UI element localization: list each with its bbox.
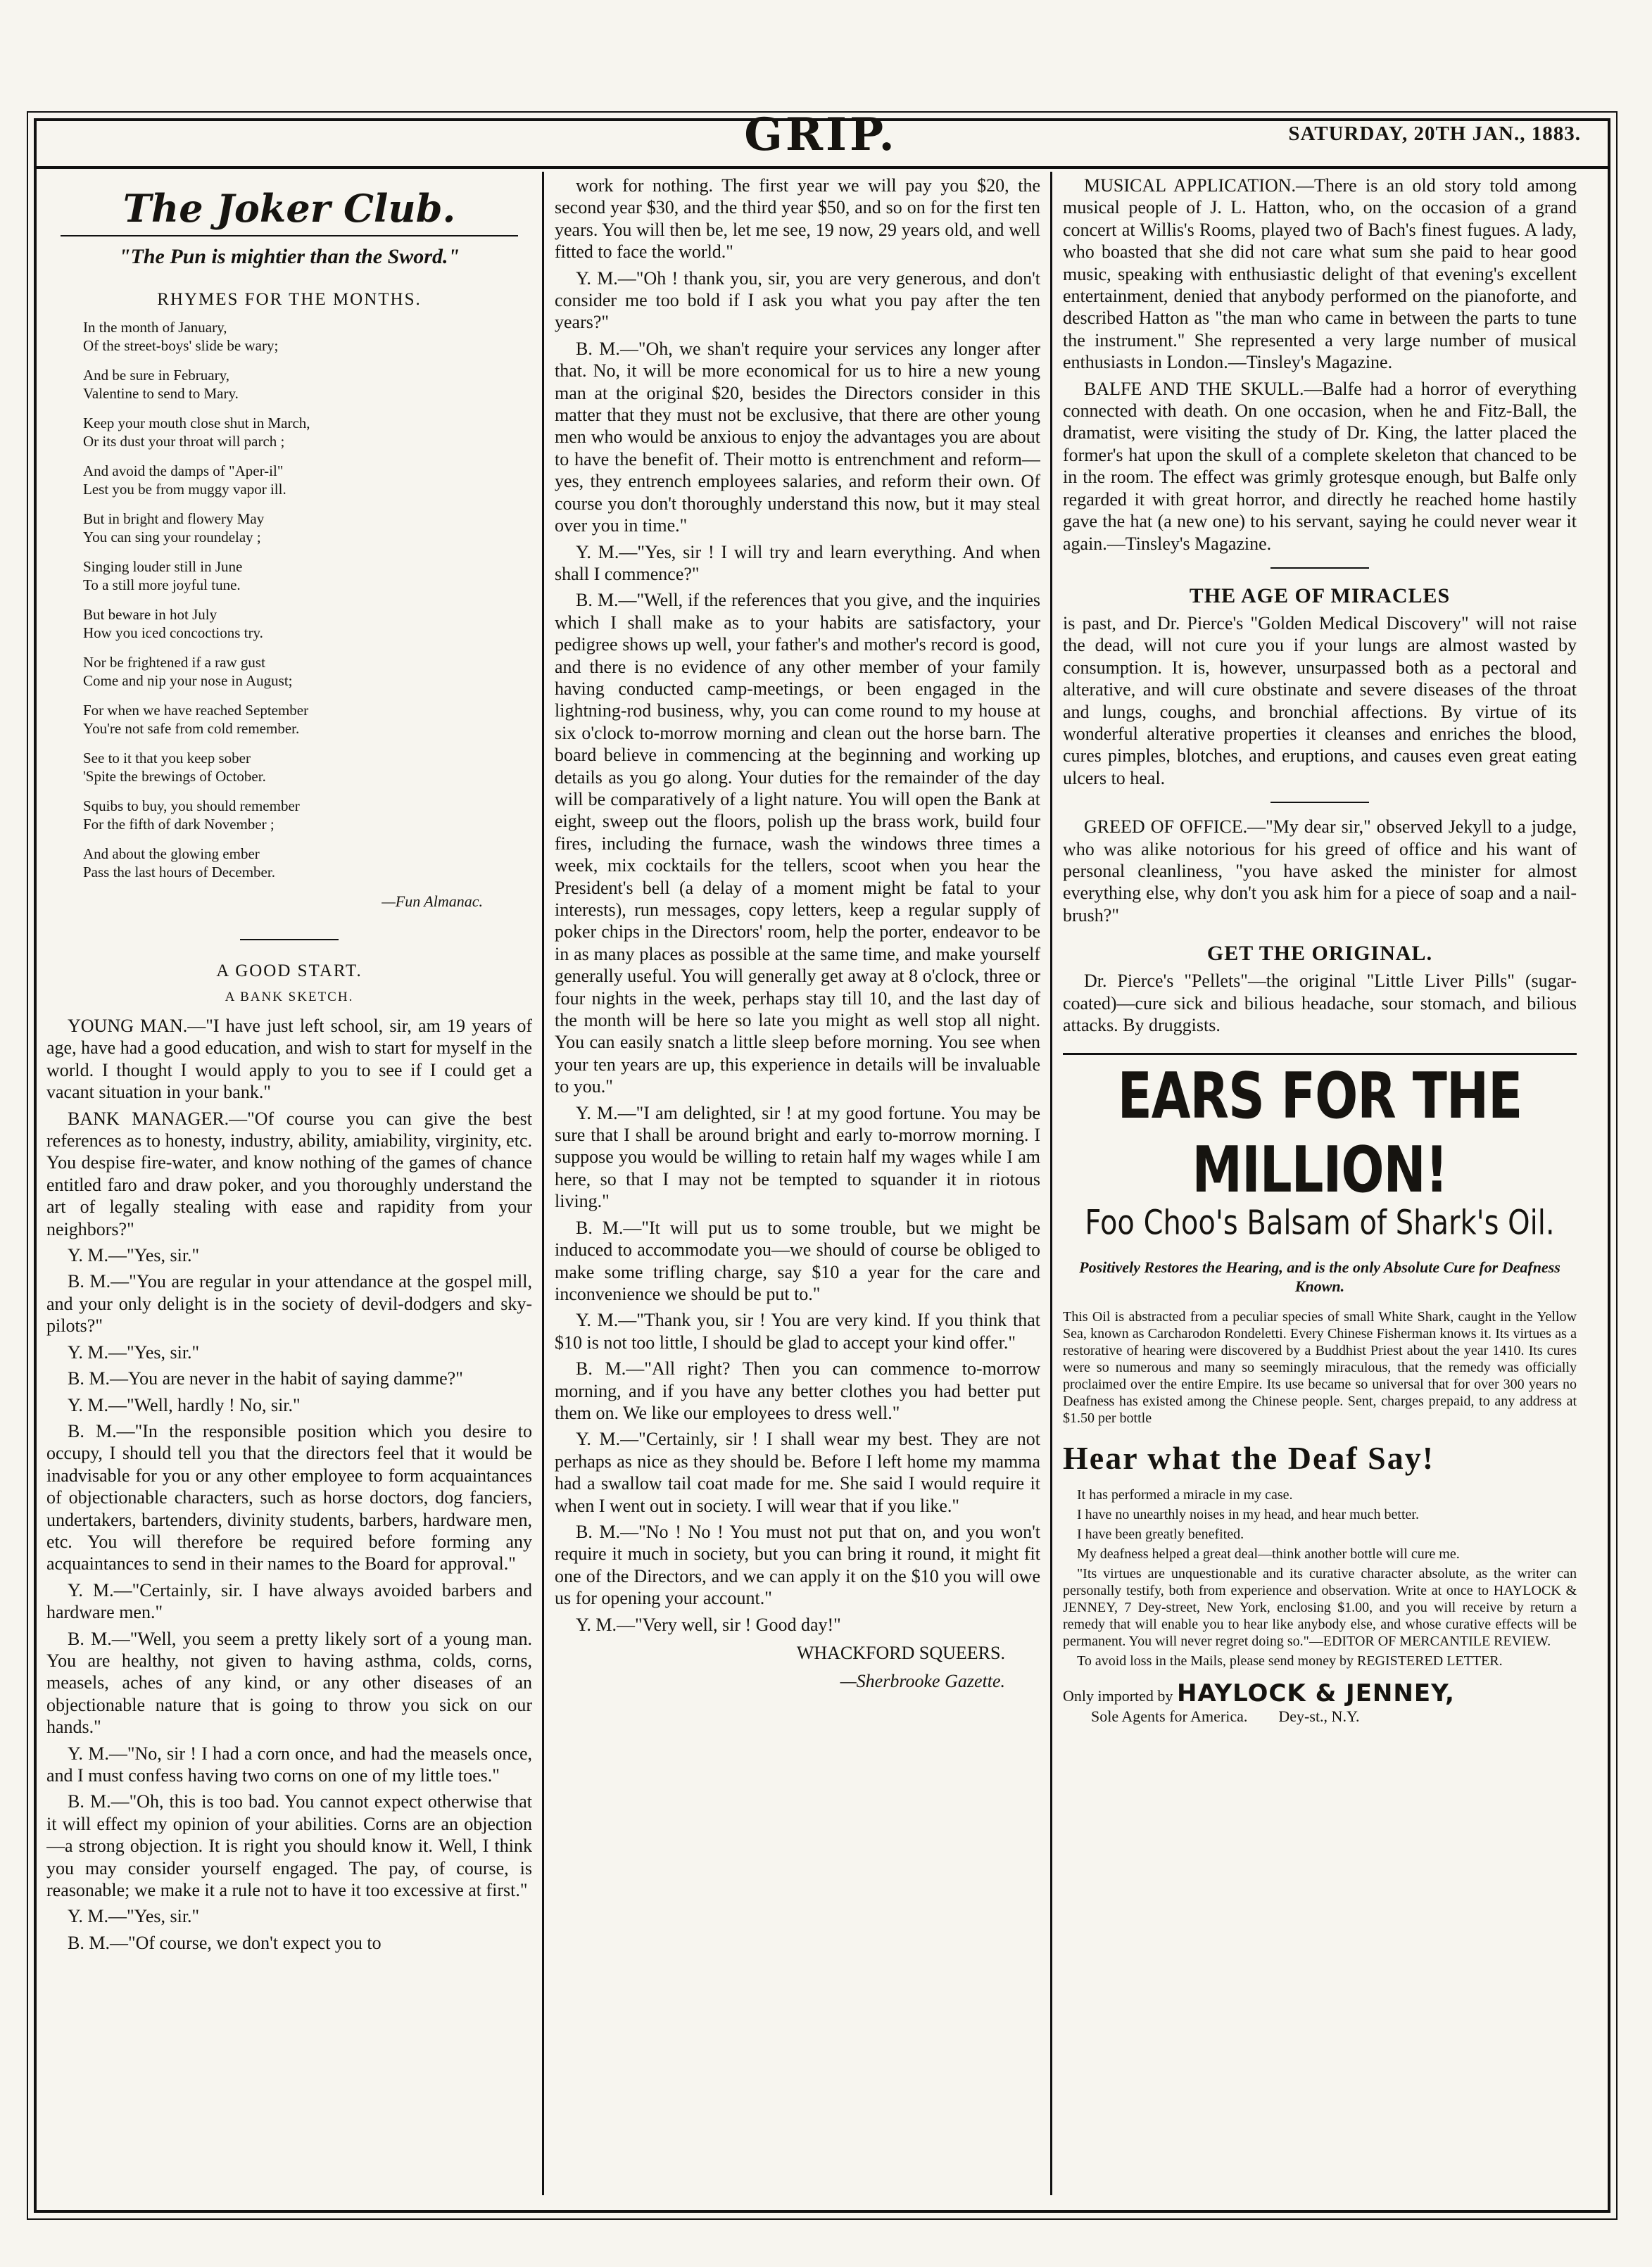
column-rule [542, 172, 544, 2195]
story-paragraph: B. M.—"Oh, this is too bad. You cannot expect otherwise that it will effect my opinion of your abilities. Corns are an objection—a strong objection. It is right you should know it. Well, I think you may consider yourself engaged. The pay, of course, is reasonable; we make it a rule not to have it too excessive at first." [46, 1791, 532, 1901]
story-paragraph: BANK MANAGER.—"Of course you can give the best references as to honesty, industry, ability, amiability, virginity, etc. You despise fire-water, and know nothing of the games of chance entitled faro and draw poker, and you thoroughly understand the art of legally stealing with ease and rapidity from your neighbors?" [46, 1108, 532, 1239]
good-start-title: A GOOD START. [216, 961, 362, 980]
story-paragraph: Y. M.—"Yes, sir." [68, 1341, 200, 1363]
joker-club-motto: "The Pun is mightier than the Sword." [61, 235, 518, 269]
poem-stanza [83, 462, 532, 498]
poem-line: Keep your mouth close shut in March, [83, 415, 310, 431]
column-rule [1050, 172, 1052, 2195]
column-2 [555, 175, 1040, 2187]
story-paragraph: B. M.—You are never in the habit of saying damme?" [68, 1368, 463, 1389]
poem-stanza [83, 510, 532, 546]
issue-date: SATURDAY, 20TH JAN., 1883. [1288, 122, 1581, 145]
story-paragraph: B. M.—"No ! No ! You must not put that on, and you won't require it much in society, but you can bring it round, it might fit one of the Directors, and we can apply it on the $10 you will owe us for opening your account." [555, 1521, 1040, 1609]
poem-stanza [83, 414, 532, 450]
poem-line: Squibs to buy, you should remember [83, 797, 300, 814]
story-paragraph: Y. M.—"I am delighted, sir ! at my good fortune. You may be sure that I shall be around bright and early to-morrow morning. I suppose you would be willing to retain half my wages while I am here, so that I may not be tempted to squander it in riotous living." [555, 1102, 1040, 1212]
divider [1270, 802, 1369, 803]
ears-ad-body: This Oil is abstracted from a peculiar species of small White Shark, caught in the Yellow Sea, known as Carcharodon Rondeletti. Every Chinese Fisherman knows it. Its virtues as a restorative of hearing were discovered by a Buddhist Priest about the year 1410. Its cures were so numerous and many so seemingly miraculous, that the remedy was officially proclaimed over the entire Empire. Its use became so universal that for over 300 years no Deafness has existed among the Chinese people. Sent, charges prepaid, to any address at $1.50 per bottle [1063, 1309, 1577, 1427]
poem-line: Or its dust your throat will parch ; [83, 433, 285, 450]
divider [240, 939, 339, 940]
poem-line: See to it that you keep sober [83, 750, 251, 766]
story-paragraph: work for nothing. The first year we will pay you $20, the second year $30, and the third year $50, and so on for the first ten years. You will then be, let me see, 19 now, 29 years old, and well fitted to face the world." [555, 175, 1040, 263]
story-paragraph: Y. M.—"Thank you, sir ! You are very kind. If you think that $10 is not too little, I should be glad to accept your kind offer." [555, 1310, 1040, 1353]
ears-ad-tagline: Positively Restores the Hearing, and is the only Absolute Cure for Deafness Known. [1079, 1258, 1560, 1296]
poem-line: For the fifth of dark November ; [83, 816, 275, 833]
story-paragraph: B. M.—"All right? Then you can commence to-morrow morning, and if you have any better clothes you had better put them on. We like our employees to dress well." [555, 1358, 1040, 1423]
poem-line: 'Spite the brewings of October. [83, 768, 266, 785]
imported-by-label: Only imported by [1063, 1687, 1173, 1705]
poem-line: Valentine to send to Mary. [83, 385, 239, 402]
joker-club-title: The Joker Club. [122, 186, 456, 231]
imported-by-line [1063, 1679, 1577, 1707]
poem-line: How you iced concoctions try. [83, 624, 263, 641]
poem-stanza [83, 845, 532, 881]
poem-line: Of the street-boys' slide be wary; [83, 337, 279, 354]
poem-line: You can sing your roundelay ; [83, 529, 261, 545]
good-start-text [46, 1015, 532, 1954]
good-start-subtitle: A BANK SKETCH. [225, 990, 354, 1004]
testimonial-line: My deafness helped a great deal—think another bottle will cure me. [1077, 1546, 1460, 1562]
poem-stanza [83, 653, 532, 690]
poem-line: But in bright and flowery May [83, 510, 265, 527]
poem-line: Singing louder still in June [83, 558, 243, 575]
divider [1270, 567, 1369, 569]
poem-stanza [83, 318, 532, 355]
poem-line: In the month of January, [83, 319, 227, 336]
poem-line: And be sure in February, [83, 367, 230, 384]
source-attribution: —Sherbrooke Gazette. [840, 1671, 1005, 1691]
story-paragraph: Y. M.—"Certainly, sir ! I shall wear my best. They are not perhaps as nice as they should be. Before I left home my mamma had a swallow tail coat made for me. She said I would require it when I went out in society. I will wear that if you like." [555, 1429, 1040, 1516]
testimonial-line: I have been greatly benefited. [1077, 1527, 1244, 1543]
story-paragraph: B. M.—"Well, you seem a pretty likely sort of a young man. You are healthy, not given to having asthma, colds, corns, measels, aches of any kind, or any other diseases of an objectionable nature that is going to throw you sick on our hands." [46, 1628, 532, 1738]
agents-line [1063, 1707, 1577, 1726]
newspaper-title: GRIP. [744, 108, 897, 161]
column-1 [46, 175, 532, 2187]
story-paragraph: YOUNG MAN.—"I have just left school, sir, am 19 years of age, have had a good education, and wish to start for myself in the world. I thought I would apply to you to see if I could get a vacant situation in your bank." [46, 1016, 532, 1103]
good-start-continued [555, 175, 1040, 1636]
rhymes-poem [83, 318, 532, 881]
story-paragraph: B. M.—"Of course, we don't expect you to [68, 1932, 382, 1953]
poem-stanza [83, 701, 532, 738]
column-3 [1063, 175, 1577, 2187]
rhymes-attribution: —Fun Almanac. [382, 892, 483, 910]
get-original-text: Dr. Pierce's "Pellets"—the original "Little Liver Pills" (sugar-coated)—cure sick and bilious headache, sour stomach, and bilious attacks. By druggists. [1063, 971, 1577, 1035]
story-paragraph: Y. M.—"Well, hardly ! No, sir." [68, 1394, 301, 1415]
story-paragraph: B. M.—"It will put us to some trouble, but we might be induced to accommodate you—we should of course be obliged to make some trifling charge, say $10 a year for the care and inconvenience we should be put to." [555, 1217, 1040, 1304]
poem-stanza [83, 366, 532, 403]
story-paragraph: Y. M.—"Yes, sir ! I will try and learn everything. And when shall I commence?" [555, 541, 1040, 584]
testimonial-line: "Its virtues are unquestionable and its curative character absolute, as the writer can personally testify, both from experience and observation. Write at once to HAYLOCK & JENNEY, 7 Dey-street, New York, enclosing $1.00, and you will receive by return a remedy that will enable you to hear like anybody else, and whose curative effects will be permanent. You will never regret doing so."—EDITOR OF MERCANTILE REVIEW. [1063, 1566, 1577, 1650]
poem-stanza [83, 605, 532, 642]
poem-line: Pass the last hours of December. [83, 864, 275, 880]
importer-name: HAYLOCK & JENNEY, [1176, 1679, 1455, 1708]
masthead [39, 108, 1602, 162]
story-paragraph: B. M.—"In the responsible position which you desire to occupy, I should tell you that the directors feel that it would be inadvisable for you or any other employee to form acquaintances of objectionable characters, such as horse doctors, dog fanciers, undertakers, bartenders, divinity students, barbers, hardware men, etc. You will therefore be required before forming any acquaintances to send in their names to the Board for approval." [46, 1420, 532, 1574]
agents-label: Sole Agents for America. [1091, 1707, 1248, 1726]
hear-deaf-heading: Hear what the Deaf Say! [1063, 1440, 1435, 1477]
ears-ad-title: EARS FOR THE MILLION! [1117, 1059, 1522, 1207]
testimonial-line: I have no unearthly noises in my head, and hear much better. [1077, 1507, 1419, 1523]
ad-rule [1063, 1053, 1577, 1055]
agents-address: Dey-st., N.Y. [1278, 1707, 1360, 1726]
poem-stanza [83, 797, 532, 833]
story-paragraph: B. M.—"Well, if the references that you give, and the inquiries which I shall make as to your habits are satisfactory, your pedigree shows up well, your father's and mother's record is good, and there is no evidence of any other member of your family having conducted camp-meetings, or been engaged in the lightning-rod business, why, you can come round to my house at six o'clock to-morrow morning and clean out the horse barn. The board believe in commencing at the beginning and working up details as you go along. Your duties for the remainder of the day will be comparatively of a light nature. You will open the Bank at eight, sweep out the floors, polish up the brass work, build four fires, including the furnace, wash the windows three times a week, mix cocktails for the tellers, scoot when you hear the President's bell (a delay of a moment might be fatal to your interests), run messages, copy letters, keep a regular supply of poker chips in the Directors' room, help the porter, endeavor to be in as many places as possible at the same time, and make yourself generally useful. You will generally get away at 8 o'clock, three or four nights in the week, perhaps stay till 10, and the last day of the month will be here so late you might as well stop all night. You can easily snatch a little sleep before morning. You see when your ten years are up, this experience in details will be invaluable to you." [555, 590, 1040, 1097]
masthead-rule [34, 166, 1610, 169]
poem-line: To a still more joyful tune. [83, 576, 241, 593]
story-paragraph: B. M.—"You are regular in your attendance at the gospel mill, and your only delight is in the society of devil-dodgers and sky-pilots?" [46, 1271, 532, 1337]
get-original-heading: GET THE ORIGINAL. [1206, 942, 1433, 966]
story-paragraph: Y. M.—"Certainly, sir. I have always avoided barbers and hardware men." [46, 1579, 532, 1623]
story-paragraph: Y. M.—"No, sir ! I had a corn once, and had the measels once, and I must confess having two corns on one of my little toes." [46, 1743, 532, 1786]
poem-stanza [83, 557, 532, 594]
story-paragraph: Y. M.—"Yes, sir." [68, 1245, 200, 1266]
poem-line: But beware in hot July [83, 606, 217, 623]
story-paragraph: Y. M.—"Very well, sir ! Good day!" [576, 1614, 841, 1635]
poem-line: Lest you be from muggy vapor ill. [83, 481, 286, 498]
age-of-miracles-text: is past, and Dr. Pierce's "Golden Medical Discovery" will not raise the dead, will not cure you if your lungs are almost wasted by consumption. It is, however, unsurpassed both as a pectoral and alterative, and will cure obstinate and severe diseases of the throat and lungs, coughs, and bronchial affections. By virtue of its wonderful alterative properties it cleanses and enriches the blood, cures pimples, blotches, and eruptions, and causes even great eating ulcers to heal. [1063, 612, 1577, 788]
rhymes-title: RHYMES FOR THE MONTHS. [157, 290, 422, 309]
greed-of-office-paragraph: GREED OF OFFICE.—"My dear sir," observed Jekyll to a judge, who was alike notorious for his greed of office and his want of personal cleanliness, "you have asked the minister for almost everything else, why don't you ask him for a piece of soap and a nail-brush?" [1063, 816, 1577, 926]
poem-line: And about the glowing ember [83, 845, 260, 862]
poem-stanza [83, 749, 532, 785]
age-of-miracles-heading: THE AGE OF MIRACLES [1189, 583, 1451, 607]
poem-line: Nor be frightened if a raw gust [83, 654, 265, 671]
poem-line: Come and nip your nose in August; [83, 672, 293, 689]
testimonial-line: To avoid loss in the Mails, please send money by REGISTERED LETTER. [1077, 1653, 1503, 1669]
testimonial-line: It has performed a miracle in my case. [1077, 1487, 1293, 1503]
balfe-skull-paragraph: BALFE AND THE SKULL.—Balfe had a horror of everything connected with death. On one occasion, when he and Fitz-Ball, the dramatist, were visiting the study of Dr. King, the latter placed the former's hat upon the skull of a complete skeleton that chanced to be in the room. The effect was grimly grotesque enough, but Balfe only regarded it with great horror, and directly he reached home hastily gave the hat (a new one) to his servant, saying he could never wear it again.—Tinsley's Magazine. [1063, 378, 1577, 554]
story-paragraph: Y. M.—"Yes, sir." [68, 1906, 200, 1927]
story-paragraph: B. M.—"Oh, we shan't require your services any longer after that. No, it will be more economical for us to hire a new young man at the original $20, besides the Directors consider in this matter that they must not be exclusive, that there are other young men who would be anxious to enjoy the advantages you are about to have the benefit of. Their motto is entrenchment and reform—yes, they entrench employees salaries, and reform their own. Of course you don't thoroughly understand this now, but it may steal over you in time." [555, 338, 1040, 536]
poem-line: You're not safe from cold remember. [83, 720, 300, 737]
signature: WHACKFORD SQUEERS. [796, 1643, 1005, 1663]
poem-line: For when we have reached September [83, 702, 309, 719]
poem-line: And avoid the damps of "Aper-il" [83, 462, 284, 479]
musical-application-paragraph: MUSICAL APPLICATION.—There is an old story told among musical people of J. L. Hatton, who, on the occasion of a grand concert at Willis's Rooms, played two of Bach's finest fugues. A lady, who boasted that she did not care what sum she paid to hear good music, speaking with enthusiastic delight of that evening's excellent entertainment, denied that anybody performed on the pianoforte, and described Hatton as "the man who came in between the parts to tune the instrument." She represented a very large number of musical enthusiasts in London.—Tinsley's Magazine. [1063, 175, 1577, 373]
testimonials [1063, 1486, 1577, 1669]
story-paragraph: Y. M.—"Oh ! thank you, sir, you are very generous, and don't consider me too bold if I ask you what you pay after the ten years?" [555, 267, 1040, 333]
ears-ad-subtitle: Foo Choo's Balsam of Shark's Oil. [1085, 1204, 1555, 1244]
